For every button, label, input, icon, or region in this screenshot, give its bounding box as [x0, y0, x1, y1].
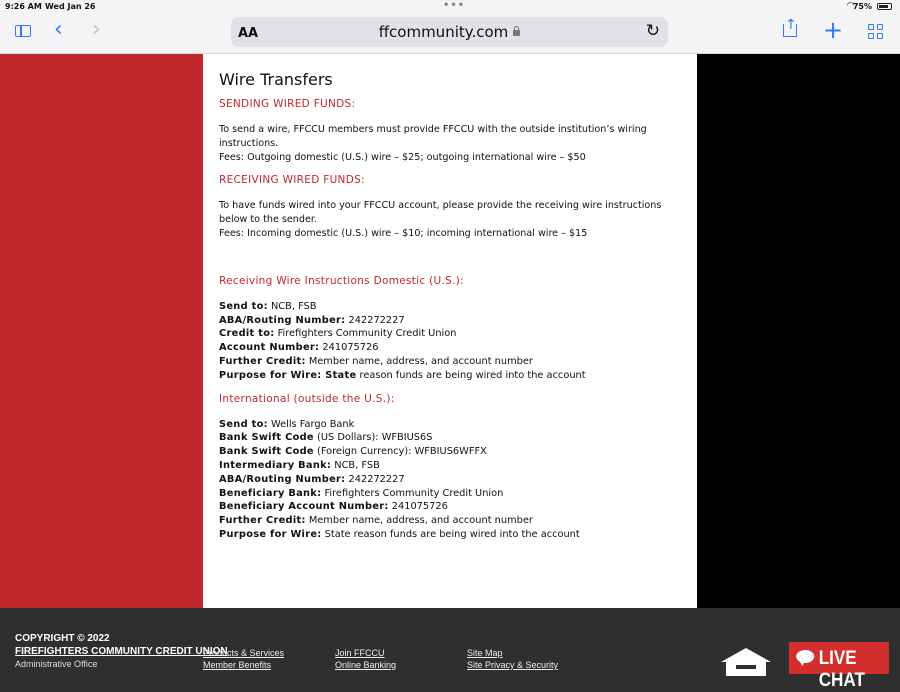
wire-transfers-content	[203, 54, 697, 632]
sending-info	[219, 123, 681, 164]
battery-percent: 75%	[852, 2, 872, 11]
new-tab-icon[interactable]: +	[823, 16, 844, 44]
domestic-instructions	[219, 300, 681, 383]
sending-text: To send a wire, FFCCU members must provide FFCCU with the outside institution’s wiring instructions.	[219, 124, 647, 149]
international-row: Send to: Wells Fargo Bank	[219, 418, 355, 430]
international-row: Beneficiary Bank: Firefighters Community Credit Union	[219, 487, 504, 499]
international-row: ABA/Routing Number: 242272227	[219, 473, 405, 485]
international-row: Purpose for Wire: State reason funds are being wired into the account	[219, 528, 580, 540]
url-field[interactable]	[231, 23, 668, 41]
live-chat-label: LIVE CHAT	[818, 648, 865, 691]
footer-link-online-banking[interactable]: Online Banking	[335, 660, 397, 670]
sidebar-icon[interactable]	[15, 25, 31, 37]
office-label: Administrative Office	[15, 659, 98, 669]
tab-overview-icon[interactable]	[868, 24, 884, 40]
status-date: Wed Jan 26	[45, 2, 96, 11]
left-red-band	[0, 54, 203, 608]
org-link[interactable]: FIREFIGHTERS COMMUNITY CREDIT UNION	[15, 646, 228, 657]
sending-fees: Fees: Outgoing domestic (U.S.) wire – $25; outgoing international wire – $50	[219, 151, 586, 163]
receiving-heading: RECEIVING WIRED FUNDS:	[219, 174, 365, 187]
receiving-text: To have funds wired into your FFCCU account, please provide the receiving wire instructions below to the sender.	[219, 200, 662, 226]
international-row: Further Credit: Member name, address, and account number	[219, 515, 533, 527]
copyright-text: COPYRIGHT © 2022	[15, 633, 110, 644]
web-page	[0, 54, 900, 691]
domestic-row: Further Credit: Member name, address, and account number	[219, 355, 533, 367]
live-chat-button[interactable]	[789, 642, 889, 691]
domestic-row: ABA/Routing Number: 242272227	[219, 314, 405, 326]
footer-link-privacy[interactable]: Site Privacy & Security	[467, 660, 559, 670]
footer-link-join[interactable]: Join FFCCU	[335, 648, 385, 658]
status-bar	[0, 0, 900, 14]
international-row: Bank Swift Code (Foreign Currency): WFBIUS6WFFX	[219, 446, 487, 458]
status-time: 9:26 AM	[5, 2, 42, 11]
site-footer	[0, 608, 900, 691]
multitasking-dots-icon[interactable]: •••	[443, 0, 466, 11]
lock-icon	[513, 30, 520, 36]
domestic-row: Account Number: 241075726	[219, 342, 379, 354]
domestic-row: Send to: NCB, FSB	[219, 300, 317, 312]
chat-bubble-icon	[796, 650, 814, 663]
footer-link-sitemap[interactable]: Site Map	[467, 648, 503, 658]
domestic-row: Purpose for Wire: State reason funds are being wired into the account	[219, 369, 586, 381]
browser-toolbar	[0, 14, 900, 54]
receiving-info	[219, 199, 681, 240]
reload-icon[interactable]: ↻	[645, 21, 660, 41]
international-heading: International (outside the U.S.):	[219, 392, 395, 405]
domestic-heading: Receiving Wire Instructions Domestic (U.S.):	[219, 274, 464, 287]
footer-link-benefits[interactable]: Member Benefits	[203, 660, 272, 670]
international-row: Beneficiary Account Number: 241075726	[219, 501, 448, 513]
back-icon[interactable]: ‹	[54, 17, 63, 42]
receiving-fees: Fees: Incoming domestic (U.S.) wire – $10; incoming international wire – $15	[219, 227, 588, 239]
share-arrow-icon[interactable]: ↑	[785, 17, 797, 33]
forward-icon[interactable]: ›	[92, 17, 101, 42]
sending-heading: SENDING WIRED FUNDS:	[219, 98, 356, 110]
url-text: ffcommunity.com	[378, 23, 509, 41]
address-bar[interactable]	[231, 17, 668, 47]
page-title: Wire Transfers	[219, 70, 333, 89]
footer-copyright	[15, 632, 228, 671]
text-size-button[interactable]: AA	[238, 26, 259, 41]
right-black-band	[697, 54, 900, 608]
wifi-icon: ◠	[847, 1, 854, 11]
domestic-row: Credit to: Firefighters Community Credit Union	[219, 328, 457, 340]
footer-link-products[interactable]: Products & Services	[203, 648, 285, 658]
battery-icon	[877, 3, 892, 10]
international-instructions	[219, 418, 681, 542]
international-row: Intermediary Bank: NCB, FSB	[219, 459, 380, 471]
international-row: Bank Swift Code (US Dollars): WFBIUS6S	[219, 432, 433, 444]
